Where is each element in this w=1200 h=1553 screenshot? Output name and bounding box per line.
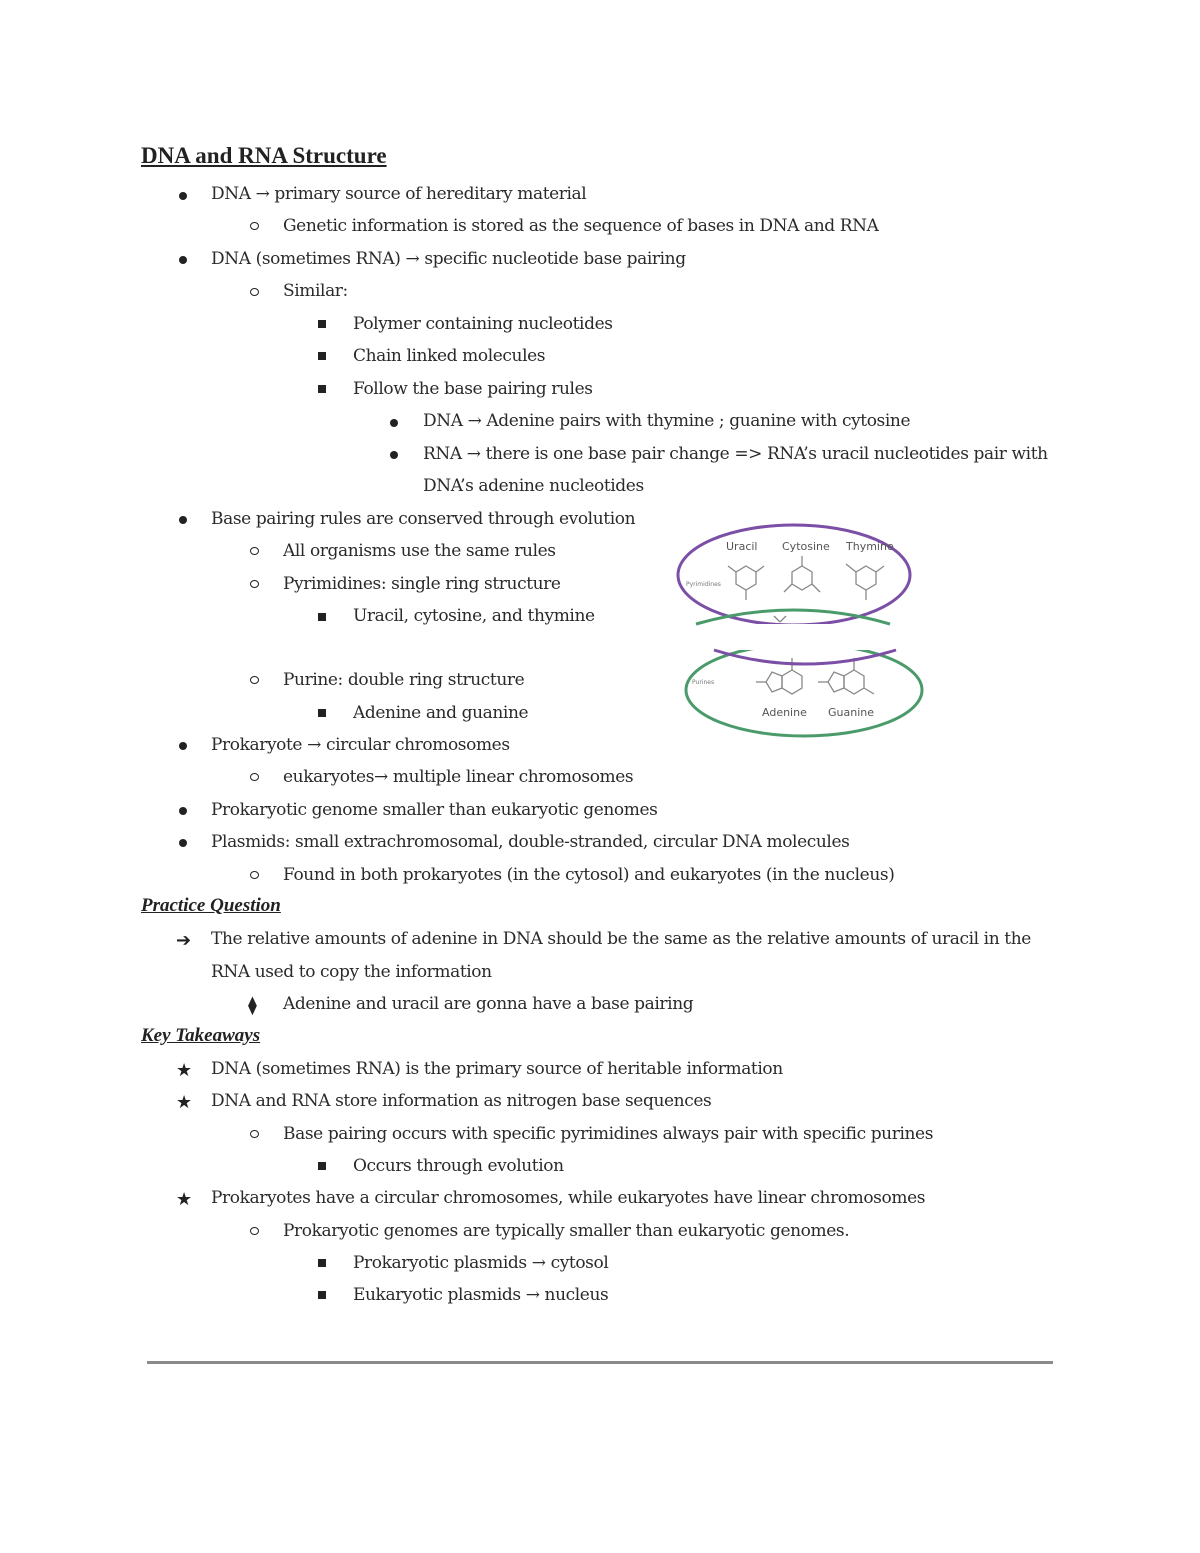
bullet-square [318, 1162, 326, 1170]
bullet-circle [250, 222, 259, 230]
list-item: Prokaryotic genome smaller than eukaryotic genomes [211, 800, 658, 820]
list-item-continuation: DNA’s adenine nucleotides [423, 476, 644, 496]
guanine-label: Guanine [828, 706, 875, 719]
bullet-disc [179, 516, 187, 524]
list-item: DNA and RNA store information as nitrogen base sequences [211, 1091, 712, 1111]
list-item: RNA → there is one base pair change => RNA’s uracil nucleotides pair with [423, 444, 1048, 464]
bullet-disc [390, 451, 398, 459]
list-item: DNA (sometimes RNA) is the primary source of heritable information [211, 1059, 783, 1079]
list-item: DNA (sometimes RNA) → specific nucleotide base pairing [211, 249, 686, 269]
list-item: Pyrimidines: single ring structure [283, 574, 561, 594]
cytosine-ring [792, 566, 812, 590]
list-item: DNA → primary source of hereditary material [211, 184, 587, 204]
star-bullet-icon: ★ [176, 1060, 193, 1081]
purine-group [686, 644, 922, 736]
list-item: Eukaryotic plasmids → nucleus [353, 1285, 609, 1305]
thymine-label: Thymine [846, 540, 894, 553]
bullet-disc [179, 192, 187, 200]
list-item: Prokaryotic plasmids → cytosol [353, 1253, 609, 1273]
purine-ellipse [686, 644, 922, 736]
practice-question-title: Practice Question [141, 895, 281, 916]
list-item: Found in both prokaryotes (in the cytosol) and eukaryotes (in the nucleus) [283, 865, 895, 885]
bullet-disc [179, 807, 187, 815]
list-item-continuation: RNA used to copy the information [211, 962, 492, 982]
list-item: Genetic information is stored as the sequence of bases in DNA and RNA [283, 216, 879, 236]
bullet-square [318, 320, 326, 328]
list-item: Prokaryotes have a circular chromosomes, while eukaryotes have linear chromosomes [211, 1188, 926, 1208]
bullet-disc [179, 742, 187, 750]
list-item: Purine: double ring structure [283, 670, 525, 690]
bullet-square [318, 613, 326, 621]
thymine-ring [856, 566, 876, 590]
uracil-label: Uracil [726, 540, 758, 553]
base-structure-diagram [674, 512, 936, 744]
bullet-disc [179, 256, 187, 264]
list-item: Polymer containing nucleotides [353, 314, 613, 334]
list-item: Adenine and uracil are gonna have a base pairing [283, 994, 694, 1014]
list-item: Uracil, cytosine, and thymine [353, 606, 595, 626]
list-item: All organisms use the same rules [283, 541, 556, 561]
list-item: Adenine and guanine [353, 703, 529, 723]
page-title: DNA and RNA Structure [141, 143, 387, 168]
adenine-label: Adenine [762, 706, 807, 719]
list-item: The relative amounts of adenine in DNA should be the same as the relative amounts of uracil in the [211, 929, 1031, 949]
list-item: Plasmids: small extrachromosomal, double-stranded, circular DNA molecules [211, 832, 850, 852]
bullet-disc [390, 419, 398, 427]
diamond-bullet-icon: ⧫ [248, 995, 257, 1016]
guanine-ring [844, 670, 864, 694]
bullet-circle [250, 676, 259, 684]
bullet-circle [250, 288, 259, 296]
bullet-circle [250, 773, 259, 781]
star-bullet-icon: ★ [176, 1189, 193, 1210]
bullet-circle [250, 1130, 259, 1138]
bullet-circle [250, 871, 259, 879]
list-item: Base pairing rules are conserved through evolution [211, 509, 636, 529]
bullet-circle [250, 547, 259, 555]
list-item: Prokaryote → circular chromosomes [211, 735, 510, 755]
bullet-square [318, 1259, 326, 1267]
bullet-square [318, 1291, 326, 1299]
purines-tag: Purines [692, 679, 715, 686]
list-item: eukaryotes→ multiple linear chromosomes [283, 767, 634, 787]
horizontal-divider [147, 1361, 1053, 1364]
bullet-disc [179, 839, 187, 847]
bullet-square [318, 709, 326, 717]
list-item: Follow the base pairing rules [353, 379, 593, 399]
bullet-circle [250, 1227, 259, 1235]
purine-ellipse-top-arc [696, 610, 890, 624]
list-item: Similar: [283, 281, 348, 301]
list-item: DNA → Adenine pairs with thymine ; guanine with cytosine [423, 411, 911, 431]
bullet-circle [250, 580, 259, 588]
list-item: Base pairing occurs with specific pyrimidines always pair with specific purines [283, 1124, 934, 1144]
list-item: Occurs through evolution [353, 1156, 564, 1176]
pyrimidines-tag: Pyrimidines [686, 581, 721, 588]
cytosine-label: Cytosine [782, 540, 830, 553]
key-takeaways-title: Key Takeaways [141, 1025, 261, 1046]
bullet-square [318, 352, 326, 360]
uracil-ring [736, 566, 756, 590]
list-item: Chain linked molecules [353, 346, 546, 366]
arrow-bullet-icon: ➔ [176, 930, 192, 951]
adenine-ring [782, 670, 802, 694]
list-item: Prokaryotic genomes are typically smaller than eukaryotic genomes. [283, 1221, 850, 1241]
bullet-square [318, 385, 326, 393]
star-bullet-icon: ★ [176, 1092, 193, 1113]
